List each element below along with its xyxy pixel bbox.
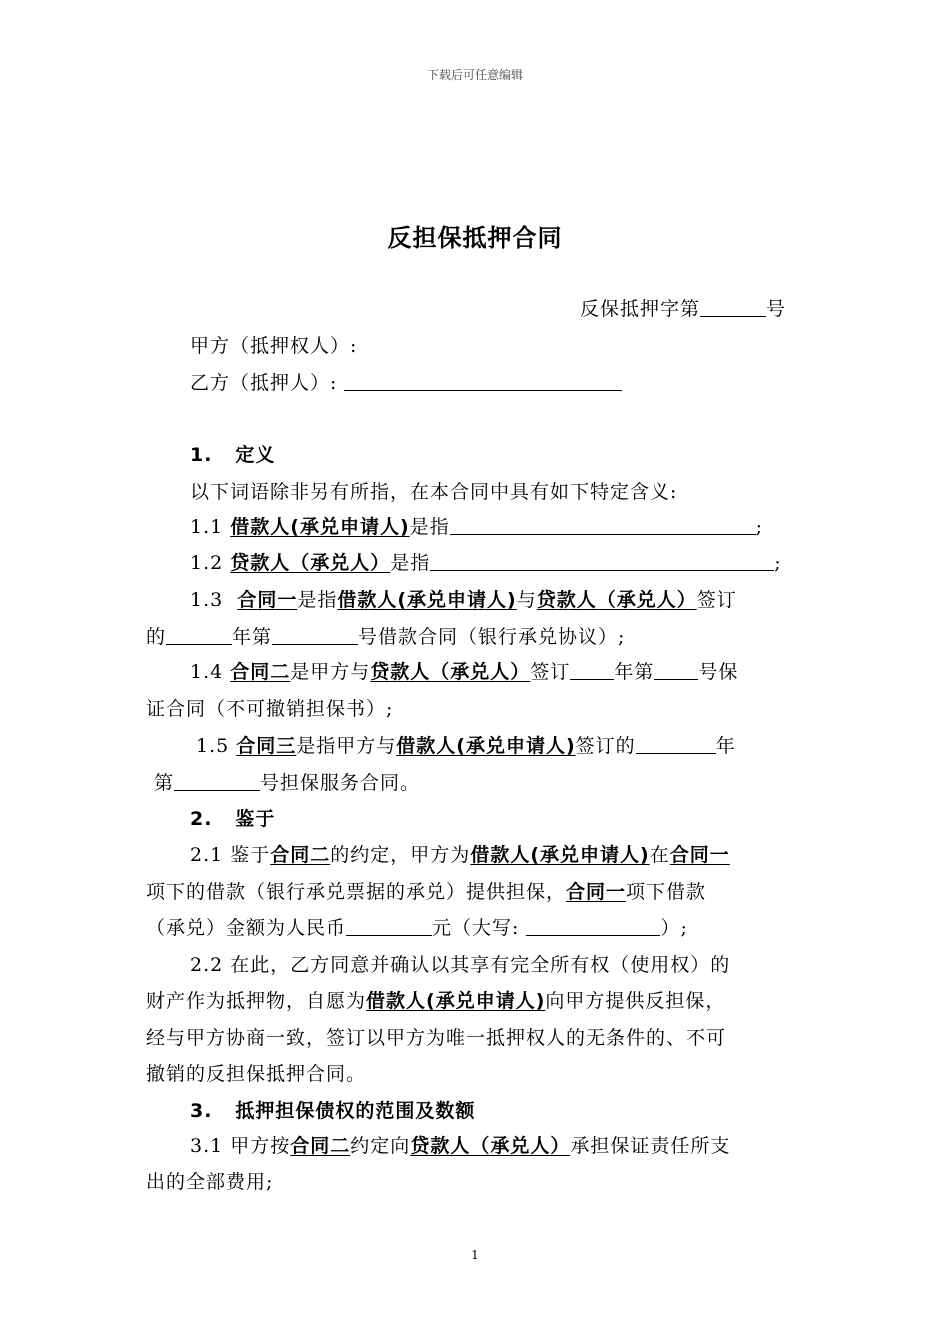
page-number: 1 [471, 1248, 479, 1262]
paragraph-2-2-line-4: 撤销的反担保抵押合同。 [146, 1063, 367, 1085]
paragraph-3-1: 3.1 甲方按合同二约定向贷款人（承兑人）承担保证责任所支 [190, 1135, 731, 1157]
definition-1-4-cont: 证合同（不可撤销担保书）; [146, 698, 394, 720]
paragraph-2-2: 2.2 在此，乙方同意并确认以其享有完全所有权（使用权）的 [190, 954, 731, 976]
paragraph-3-1-cont: 出的全部费用; [146, 1171, 274, 1193]
section-2-heading: 2. 鉴于 [190, 808, 276, 830]
document-title: 反担保抵押合同 [387, 224, 563, 252]
page-header: 下载后可任意编辑 [426, 68, 523, 82]
definition-1-3: 1.3 合同一是指借款人(承兑申请人)与贷款人（承兑人）签订 [190, 589, 737, 611]
paragraph-2-1: 2.1 鉴于合同二的约定，甲方为借款人(承兑申请人)在合同一 [190, 844, 730, 866]
section-1-heading: 1. 定义 [190, 444, 276, 466]
definition-1-4: 1.4 合同二是甲方与贷款人（承兑人）签订 年第 号保 [190, 661, 739, 683]
definition-1-5-cont: 第 号担保服务合同。 [154, 772, 421, 794]
reference-number: 反保抵押字第 号 [580, 298, 787, 320]
paragraph-2-1-cont: 项下的借款（银行承兑票据的承兑）提供担保，合同一项下借款 [146, 881, 707, 903]
paragraph-2-2-line-3: 经与甲方协商一致，签订以甲方为唯一抵押权人的无条件的、不可 [146, 1027, 727, 1049]
definitions-intro: 以下词语除非另有所指，在本合同中具有如下特定含义: [190, 481, 678, 503]
definition-1-1: 1.1 借款人(承兑申请人)是指 ; [190, 516, 764, 538]
paragraph-2-1-amount: （承兑）金额为人民币 元（大写: ）; [146, 917, 688, 939]
definition-1-5: 1.5 合同三是指甲方与借款人(承兑申请人)签订的 年 [196, 735, 736, 757]
definition-1-3-cont: 的 年第 号借款合同（银行承兑协议）; [146, 626, 626, 648]
party-a: 甲方（抵押权人）: [190, 335, 358, 357]
party-b: 乙方（抵押人）: [190, 368, 622, 395]
section-3-heading: 3. 抵押担保债权的范围及数额 [190, 1100, 476, 1122]
paragraph-2-2-line-2: 财产作为抵押物，自愿为借款人(承兑申请人)向甲方提供反担保， [146, 990, 726, 1012]
definition-1-2: 1.2 贷款人（承兑人）是指 ; [190, 552, 782, 574]
